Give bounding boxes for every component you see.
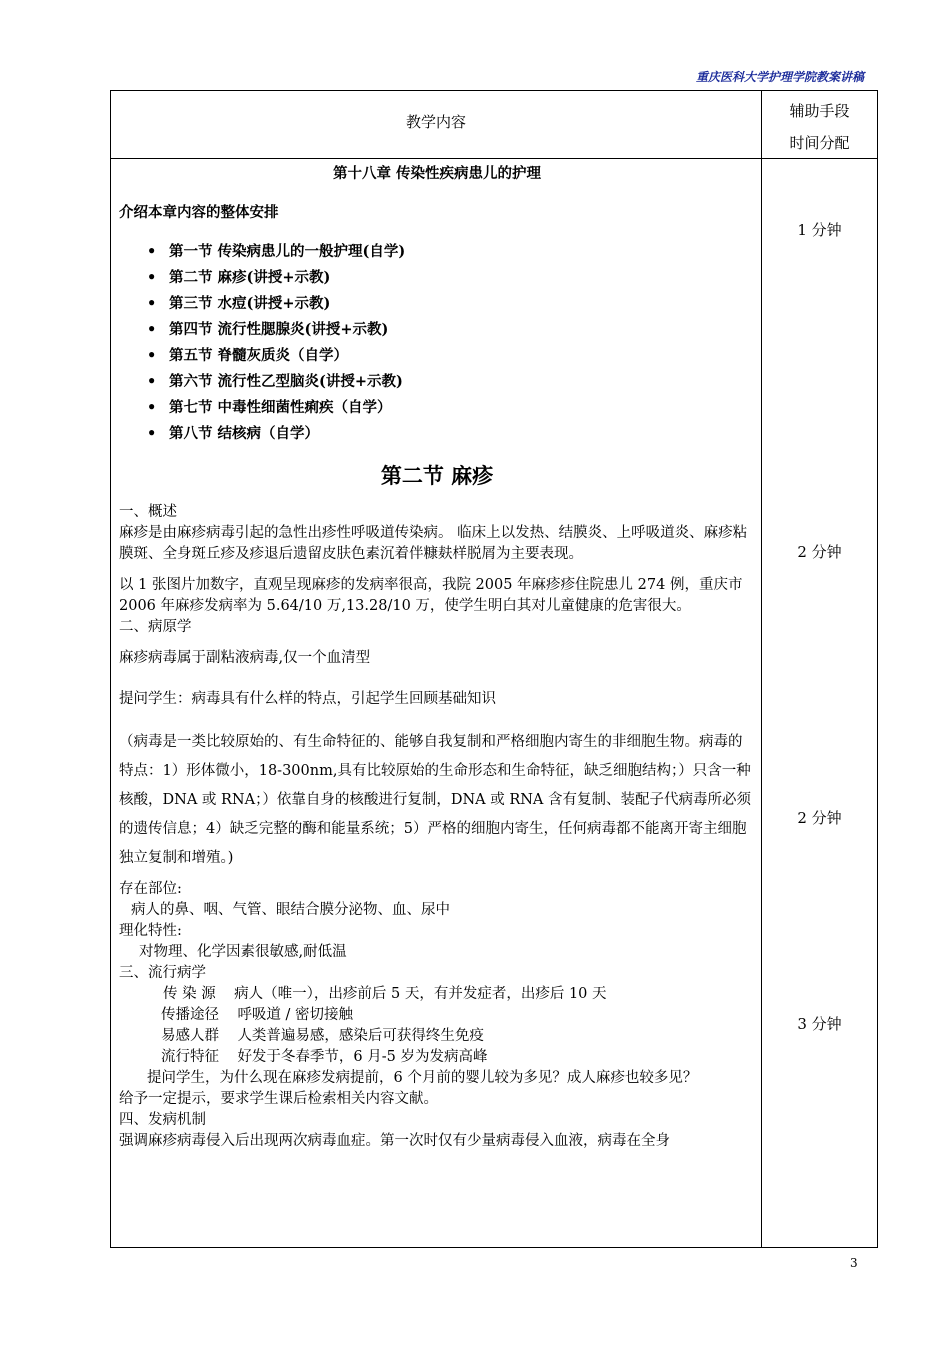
time-allocation: 1 分钟 — [797, 221, 842, 239]
epidemiology-item — [119, 1047, 755, 1068]
virus-note: （病毒是一类比较原始的、有生命特征的、能够自我复制和严格细胞内寄生的非细胞生物。病毒的特点：1）形体微小，18-300nm,具有比较原始的生命形态和生命特征，缺乏细胞结构；）只含一种核酸，DNA 或 RNA；）依靠自身的核酸进行复制，DNA 或 RNA 含有复制、装配子代病毒所必须的遗传信息；4）缺乏完整的酶和能量系统；5）严格的细胞内寄生，任何病毒都不能离开寄主细胞独立复制和增殖。) — [119, 734, 752, 866]
physchem-text: 对物理、化学因素很敏感,耐低温 — [139, 944, 347, 960]
pathogenesis-text: 强调麻疹病毒侵入后出现两次病毒血症。第一次时仅有少量病毒侵入血液，病毒在全身 — [119, 1133, 670, 1149]
location-label: 存在部位: — [119, 881, 182, 897]
aux-label: 辅助手段 — [789, 102, 850, 120]
section-list — [119, 239, 755, 447]
lesson-table — [110, 90, 878, 1248]
overview-stats: 以 1 张图片加数字，直观呈现麻疹的发病率很高，我院 2005 年麻疹疹住院患儿 274 例，重庆市 2006 年麻疹发病率为 5.64/10 万,13.28/10 万，使学生明白其对儿童健康的危害很大。 — [119, 577, 743, 614]
time-label: 时间分配 — [789, 134, 850, 152]
header-brand: 重庆医科大学护理学院教案讲稿 — [695, 70, 864, 84]
epi-label: 流行特征 — [161, 1049, 219, 1065]
section-item: • 第四节 流行性腮腺炎(讲授+示教) — [169, 317, 755, 343]
epidemiology-item — [119, 1005, 755, 1026]
etiology-question: 提问学生：病毒具有什么样的特点，引起学生回顾基础知识 — [119, 691, 496, 707]
epi-text: 好发于冬春季节，6 月-5 岁为发病高峰 — [237, 1049, 488, 1065]
aux-column-header — [762, 95, 877, 159]
content-column-header: 教学内容 — [405, 113, 466, 131]
section-title: 第二节 麻疹 — [380, 463, 494, 488]
time-allocation: 2 分钟 — [797, 809, 842, 827]
epi-text: 病人（唯一），出疹前后 5 天，有并发症者，出疹后 10 天 — [234, 986, 607, 1002]
epi-label: 传播途径 — [161, 1007, 219, 1023]
section-item: • 第七节 中毒性细菌性痢疾（自学） — [169, 395, 755, 421]
epidemiology-item — [119, 1026, 755, 1047]
section-item: • 第六节 流行性乙型脑炎(讲授+示教) — [169, 369, 755, 395]
epi-label: 易感人群 — [161, 1028, 219, 1044]
physchem-label: 理化特性: — [119, 923, 182, 939]
time-allocation: 2 分钟 — [797, 543, 842, 561]
location-text: 病人的鼻、咽、气管、眼结合膜分泌物、血、尿中 — [131, 902, 450, 918]
overview-heading: 一、概述 — [119, 504, 177, 520]
section-item: • 第八节 结核病（自学） — [169, 421, 755, 447]
etiology-p1: 麻疹病毒属于副粘液病毒,仅一个血清型 — [119, 650, 371, 666]
epi-text: 人类普遍易感，感染后可获得终生免疫 — [237, 1028, 484, 1044]
epidemiology-question: 提问学生，为什么现在麻疹发病提前，6 个月前的婴儿较为多见？成人麻疹也较多见？ — [147, 1070, 698, 1086]
section-item: • 第一节 传染病患儿的一般护理(自学) — [169, 239, 755, 265]
section-item: • 第三节 水痘(讲授+示教) — [169, 291, 755, 317]
section-item: • 第五节 脊髓灰质炎（自学） — [169, 343, 755, 369]
epi-text: 呼吸道 / 密切接触 — [237, 1007, 354, 1023]
overview-text: 麻疹是由麻疹病毒引起的急性出疹性呼吸道传染病。 临床上以发热、结膜炎、上呼吸道炎、麻疹粘膜斑、全身斑丘疹及疹退后遗留皮肤色素沉着伴糠麸样脱屑为主要表现。 — [119, 525, 748, 562]
pathogenesis-heading: 四、发病机制 — [119, 1112, 206, 1128]
epidemiology-heading: 三、流行病学 — [119, 965, 206, 981]
page-number: 3 — [850, 1256, 858, 1270]
time-allocation: 3 分钟 — [797, 1015, 842, 1033]
teaching-content — [119, 161, 755, 1152]
column-divider — [761, 91, 762, 1247]
epidemiology-item — [119, 984, 755, 1005]
epidemiology-hint: 给予一定提示，要求学生课后检索相关内容文献。 — [119, 1091, 438, 1107]
chapter-title: 第十八章 传染性疾病患儿的护理 — [332, 165, 542, 182]
section-item: • 第二节 麻疹(讲授+示教) — [169, 265, 755, 291]
epi-label: 传 染 源 — [163, 986, 216, 1002]
etiology-heading: 二、病原学 — [119, 619, 192, 635]
intro-heading: 介绍本章内容的整体安排 — [119, 204, 279, 221]
